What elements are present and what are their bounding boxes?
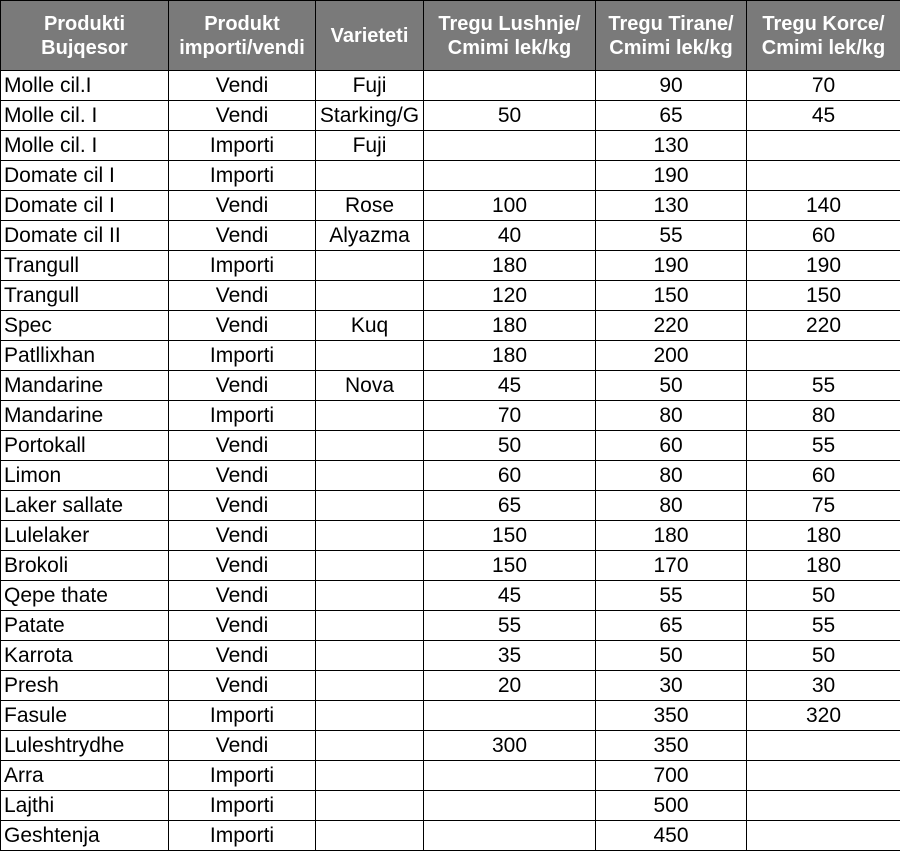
table-row xyxy=(1,761,900,791)
cell-variety: Alyazma xyxy=(316,221,424,251)
cell-product: Geshtenja xyxy=(1,821,169,851)
cell-origin: Vendi xyxy=(169,371,316,401)
header-lushnje-price-line: Tregu Lushnje/ xyxy=(438,12,581,35)
table-row xyxy=(1,131,900,161)
cell-korce-price: 150 xyxy=(747,281,900,311)
cell-variety: Starking/G xyxy=(316,101,424,131)
cell-product: Limon xyxy=(1,461,169,491)
cell-product: Trangull xyxy=(1,251,169,281)
cell-origin: Vendi xyxy=(169,71,316,101)
cell-lushnje-price: 50 xyxy=(424,431,596,461)
table-row xyxy=(1,581,900,611)
cell-lushnje-price: 100 xyxy=(424,191,596,221)
cell-origin: Vendi xyxy=(169,101,316,131)
cell-origin: Importi xyxy=(169,821,316,851)
cell-origin: Importi xyxy=(169,161,316,191)
cell-origin: Vendi xyxy=(169,551,316,581)
table-row xyxy=(1,101,900,131)
cell-product: Fasule xyxy=(1,701,169,731)
cell-lushnje-price xyxy=(424,161,596,191)
table-row xyxy=(1,401,900,431)
cell-tirane-price: 50 xyxy=(596,371,747,401)
cell-tirane-price: 500 xyxy=(596,791,747,821)
cell-lushnje-price: 300 xyxy=(424,731,596,761)
header-row xyxy=(1,1,900,71)
header-product-line: Bujqesor xyxy=(41,36,128,59)
cell-tirane-price: 190 xyxy=(596,251,747,281)
cell-product: Presh xyxy=(1,671,169,701)
table-row xyxy=(1,551,900,581)
cell-korce-price xyxy=(747,731,900,761)
cell-tirane-price: 190 xyxy=(596,161,747,191)
cell-variety xyxy=(316,671,424,701)
cell-tirane-price: 450 xyxy=(596,821,747,851)
cell-lushnje-price: 55 xyxy=(424,611,596,641)
table-row xyxy=(1,71,900,101)
cell-lushnje-price xyxy=(424,701,596,731)
header-origin xyxy=(169,1,316,71)
header-variety-line: Varieteti xyxy=(330,24,409,47)
cell-tirane-price: 150 xyxy=(596,281,747,311)
cell-variety xyxy=(316,791,424,821)
cell-variety xyxy=(316,701,424,731)
cell-variety xyxy=(316,251,424,281)
header-lushnje-price-line: Cmimi lek/kg xyxy=(447,36,572,59)
cell-origin: Importi xyxy=(169,701,316,731)
cell-origin: Importi xyxy=(169,341,316,371)
table-row xyxy=(1,521,900,551)
cell-korce-price xyxy=(747,341,900,371)
cell-variety xyxy=(316,731,424,761)
cell-lushnje-price: 180 xyxy=(424,341,596,371)
cell-lushnje-price xyxy=(424,791,596,821)
cell-korce-price: 55 xyxy=(747,611,900,641)
cell-lushnje-price xyxy=(424,71,596,101)
header-variety xyxy=(316,1,424,71)
cell-tirane-price: 50 xyxy=(596,641,747,671)
cell-korce-price: 190 xyxy=(747,251,900,281)
cell-lushnje-price: 45 xyxy=(424,581,596,611)
cell-lushnje-price: 20 xyxy=(424,671,596,701)
cell-origin: Vendi xyxy=(169,221,316,251)
header-korce-price-line: Cmimi lek/kg xyxy=(761,36,886,59)
cell-variety xyxy=(316,761,424,791)
cell-lushnje-price: 40 xyxy=(424,221,596,251)
cell-variety xyxy=(316,341,424,371)
cell-product: Trangull xyxy=(1,281,169,311)
cell-korce-price: 50 xyxy=(747,581,900,611)
cell-product: Mandarine xyxy=(1,371,169,401)
cell-lushnje-price: 35 xyxy=(424,641,596,671)
cell-tirane-price: 130 xyxy=(596,191,747,221)
cell-product: Arra xyxy=(1,761,169,791)
table-row xyxy=(1,431,900,461)
cell-variety: Fuji xyxy=(316,71,424,101)
cell-korce-price xyxy=(747,761,900,791)
cell-origin: Vendi xyxy=(169,671,316,701)
header-product xyxy=(1,1,169,71)
cell-korce-price: 60 xyxy=(747,461,900,491)
cell-tirane-price: 65 xyxy=(596,611,747,641)
cell-variety xyxy=(316,401,424,431)
cell-korce-price xyxy=(747,131,900,161)
cell-variety xyxy=(316,641,424,671)
cell-lushnje-price: 60 xyxy=(424,461,596,491)
cell-lushnje-price: 45 xyxy=(424,371,596,401)
cell-tirane-price: 65 xyxy=(596,101,747,131)
cell-tirane-price: 60 xyxy=(596,431,747,461)
cell-korce-price: 60 xyxy=(747,221,900,251)
cell-product: Spec xyxy=(1,311,169,341)
cell-variety: Fuji xyxy=(316,131,424,161)
table-row xyxy=(1,461,900,491)
cell-korce-price: 30 xyxy=(747,671,900,701)
cell-korce-price: 140 xyxy=(747,191,900,221)
table-row xyxy=(1,191,900,221)
cell-lushnje-price xyxy=(424,131,596,161)
cell-origin: Importi xyxy=(169,131,316,161)
cell-tirane-price: 130 xyxy=(596,131,747,161)
cell-korce-price: 45 xyxy=(747,101,900,131)
cell-tirane-price: 350 xyxy=(596,731,747,761)
cell-lushnje-price: 120 xyxy=(424,281,596,311)
cell-tirane-price: 350 xyxy=(596,701,747,731)
header-origin-line: importi/vendi xyxy=(179,36,305,59)
cell-product: Domate cil I xyxy=(1,161,169,191)
cell-product: Portokall xyxy=(1,431,169,461)
table-row xyxy=(1,251,900,281)
table-row xyxy=(1,491,900,521)
cell-korce-price: 55 xyxy=(747,431,900,461)
header-tirane-price xyxy=(596,1,747,71)
cell-tirane-price: 90 xyxy=(596,71,747,101)
cell-korce-price: 50 xyxy=(747,641,900,671)
cell-origin: Vendi xyxy=(169,311,316,341)
table-body xyxy=(1,71,900,851)
header-lushnje-price xyxy=(424,1,596,71)
cell-origin: Vendi xyxy=(169,731,316,761)
table-row xyxy=(1,161,900,191)
cell-variety xyxy=(316,461,424,491)
cell-variety xyxy=(316,581,424,611)
cell-lushnje-price xyxy=(424,821,596,851)
cell-tirane-price: 80 xyxy=(596,401,747,431)
cell-origin: Vendi xyxy=(169,491,316,521)
cell-korce-price: 220 xyxy=(747,311,900,341)
cell-korce-price: 180 xyxy=(747,521,900,551)
cell-product: Karrota xyxy=(1,641,169,671)
cell-origin: Vendi xyxy=(169,191,316,221)
table-row xyxy=(1,341,900,371)
cell-korce-price xyxy=(747,791,900,821)
cell-tirane-price: 80 xyxy=(596,491,747,521)
cell-korce-price: 70 xyxy=(747,71,900,101)
cell-product: Laker sallate xyxy=(1,491,169,521)
cell-variety: Rose xyxy=(316,191,424,221)
cell-product: Patllixhan xyxy=(1,341,169,371)
cell-tirane-price: 55 xyxy=(596,581,747,611)
cell-product: Molle cil.I xyxy=(1,71,169,101)
header-product-line: Produkti xyxy=(43,12,126,35)
cell-product: Lajthi xyxy=(1,791,169,821)
table-row xyxy=(1,791,900,821)
cell-origin: Vendi xyxy=(169,581,316,611)
cell-tirane-price: 200 xyxy=(596,341,747,371)
cell-origin: Vendi xyxy=(169,521,316,551)
cell-origin: Vendi xyxy=(169,431,316,461)
cell-lushnje-price: 150 xyxy=(424,521,596,551)
table-row xyxy=(1,611,900,641)
table-row xyxy=(1,821,900,851)
table-header xyxy=(1,1,900,71)
cell-tirane-price: 180 xyxy=(596,521,747,551)
header-tirane-price-line: Tregu Tirane/ xyxy=(608,12,734,35)
cell-korce-price: 80 xyxy=(747,401,900,431)
cell-korce-price xyxy=(747,161,900,191)
cell-lushnje-price: 50 xyxy=(424,101,596,131)
cell-variety xyxy=(316,281,424,311)
cell-product: Domate cil II xyxy=(1,221,169,251)
cell-tirane-price: 30 xyxy=(596,671,747,701)
cell-variety xyxy=(316,521,424,551)
table-row xyxy=(1,371,900,401)
cell-lushnje-price: 70 xyxy=(424,401,596,431)
table-row xyxy=(1,221,900,251)
cell-product: Mandarine xyxy=(1,401,169,431)
cell-tirane-price: 220 xyxy=(596,311,747,341)
cell-tirane-price: 55 xyxy=(596,221,747,251)
table-row xyxy=(1,701,900,731)
cell-origin: Vendi xyxy=(169,641,316,671)
cell-origin: Importi xyxy=(169,251,316,281)
cell-tirane-price: 700 xyxy=(596,761,747,791)
cell-tirane-price: 80 xyxy=(596,461,747,491)
cell-variety: Nova xyxy=(316,371,424,401)
cell-variety xyxy=(316,611,424,641)
cell-product: Qepe thate xyxy=(1,581,169,611)
table-row xyxy=(1,311,900,341)
table-row xyxy=(1,641,900,671)
table-row xyxy=(1,281,900,311)
cell-origin: Vendi xyxy=(169,461,316,491)
cell-lushnje-price: 65 xyxy=(424,491,596,521)
cell-variety xyxy=(316,491,424,521)
cell-tirane-price: 170 xyxy=(596,551,747,581)
cell-origin: Importi xyxy=(169,791,316,821)
cell-origin: Vendi xyxy=(169,281,316,311)
cell-product: Luleshtrydhe xyxy=(1,731,169,761)
cell-origin: Vendi xyxy=(169,611,316,641)
cell-korce-price: 75 xyxy=(747,491,900,521)
cell-product: Lulelaker xyxy=(1,521,169,551)
cell-origin: Importi xyxy=(169,761,316,791)
cell-variety: Kuq xyxy=(316,311,424,341)
cell-lushnje-price: 180 xyxy=(424,311,596,341)
cell-variety xyxy=(316,161,424,191)
cell-lushnje-price: 180 xyxy=(424,251,596,281)
cell-product: Domate cil I xyxy=(1,191,169,221)
cell-variety xyxy=(316,431,424,461)
cell-korce-price: 55 xyxy=(747,371,900,401)
cell-product: Patate xyxy=(1,611,169,641)
table-row xyxy=(1,731,900,761)
cell-lushnje-price xyxy=(424,761,596,791)
header-origin-line: Produkt xyxy=(204,12,280,35)
cell-origin: Importi xyxy=(169,401,316,431)
cell-product: Brokoli xyxy=(1,551,169,581)
header-korce-price-line: Tregu Korce/ xyxy=(762,12,885,35)
header-korce-price xyxy=(747,1,900,71)
cell-variety xyxy=(316,551,424,581)
cell-lushnje-price: 150 xyxy=(424,551,596,581)
cell-product: Molle cil. I xyxy=(1,131,169,161)
cell-korce-price: 180 xyxy=(747,551,900,581)
header-tirane-price-line: Cmimi lek/kg xyxy=(609,36,733,59)
cell-korce-price: 320 xyxy=(747,701,900,731)
cell-variety xyxy=(316,821,424,851)
cell-korce-price xyxy=(747,821,900,851)
cell-product: Molle cil. I xyxy=(1,101,169,131)
table-row xyxy=(1,671,900,701)
